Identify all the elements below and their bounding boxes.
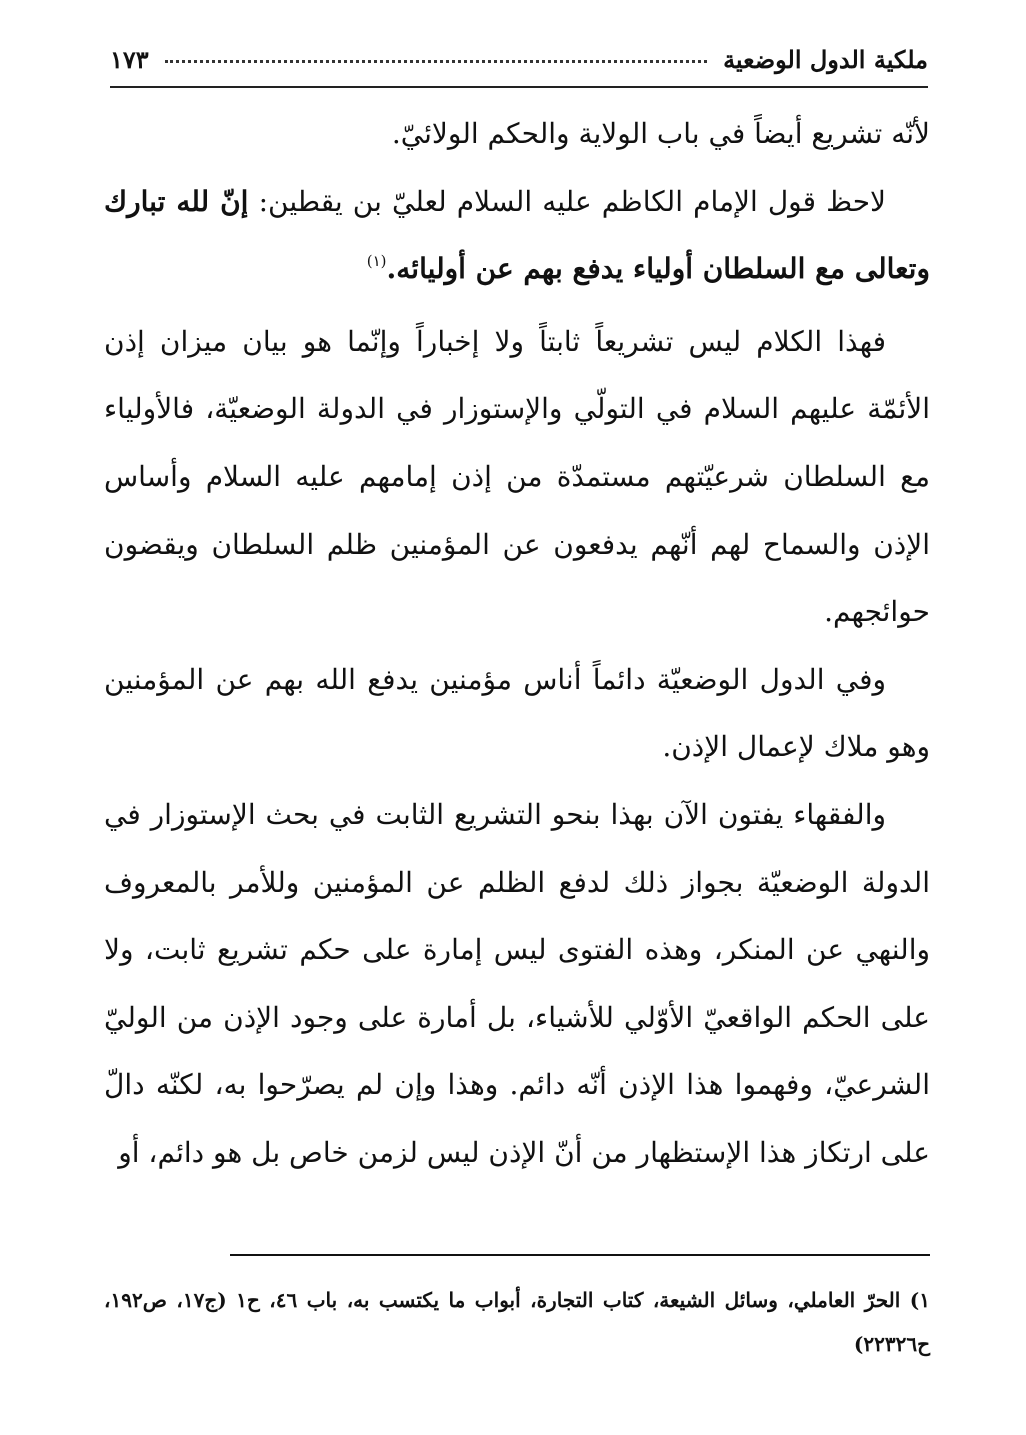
footnote-marker: (١) [366, 252, 387, 271]
hadith-quote: إنّ لله تبارك وتعالى مع السلطان أولياء يدفع بهم عن أوليائه. [104, 184, 930, 286]
header-dot-leader [165, 42, 707, 63]
paragraph-3: فهذا الكلام ليس تشريعاً ثابتاً ولا إخباراً وإنّما هو بيان ميزان إذن الأئمّة عليهم السلام في التولّي والإستوزار في الدولة الوضعيّة، فالأولياء مع السلطان شرعيّتهم مستمدّة من إذن إمامهم عليه السلام وأساس الإذن والسماح لهم أنّهم يدفعون عن المؤمنين ظلم السلطان ويقضون حوائجهم. [104, 324, 931, 629]
paragraph-2 [104, 168, 930, 308]
footnote [104, 1278, 930, 1366]
running-title: ملكية الدول الوضعية [723, 45, 928, 74]
paragraph-1: لأنّه تشريع أيضاً في باب الولاية والحكم الولائيّ. [391, 117, 930, 150]
paragraph-5: والفقهاء يفتون الآن بهذا بنحو التشريع الثابت في بحث الإستوزار في الدولة الوضعيّة بجواز ذلك لدفع الظلم عن المؤمنين وللأمر بالمعروف والنهي عن المنكر، وهذه الفتوى ليس إمارة على حكم تشريع ثابت، ولا على الحكم الواقعيّ الأوّلي للأشياء، بل أمارة على وجود الإذن من الوليّ الشرعيّ، وفهموا هذا الإذن أنّه دائم. وهذا وإن لم يصرّحوا به، لكنّه دالّ على ارتكاز هذا الإستظهار من أنّ الإذن ليس لزمن خاص بل هو دائم، أو [104, 797, 930, 1169]
main-text [104, 100, 930, 1187]
paragraph-4: وفي الدول الوضعيّة دائماً أناس مؤمنين يدفع الله بهم عن المؤمنين وهو ملاك لإعمال الإذن. [104, 662, 930, 764]
paragraph-2-intro: لاحظ قول الإمام الكاظم عليه السلام لعليّ بن يقطين: [248, 184, 886, 218]
page-header [110, 42, 928, 88]
footnote-text: ١) الحرّ العاملي، وسائل الشيعة، كتاب التجارة، أبواب ما يكتسب به، باب ٤٦، ح١ (ج١٧، ص١٩٢، ح٢٢٣٢٦) [104, 1288, 930, 1356]
footnote-separator [230, 1254, 930, 1256]
page-number: ١٧٣ [110, 45, 149, 74]
